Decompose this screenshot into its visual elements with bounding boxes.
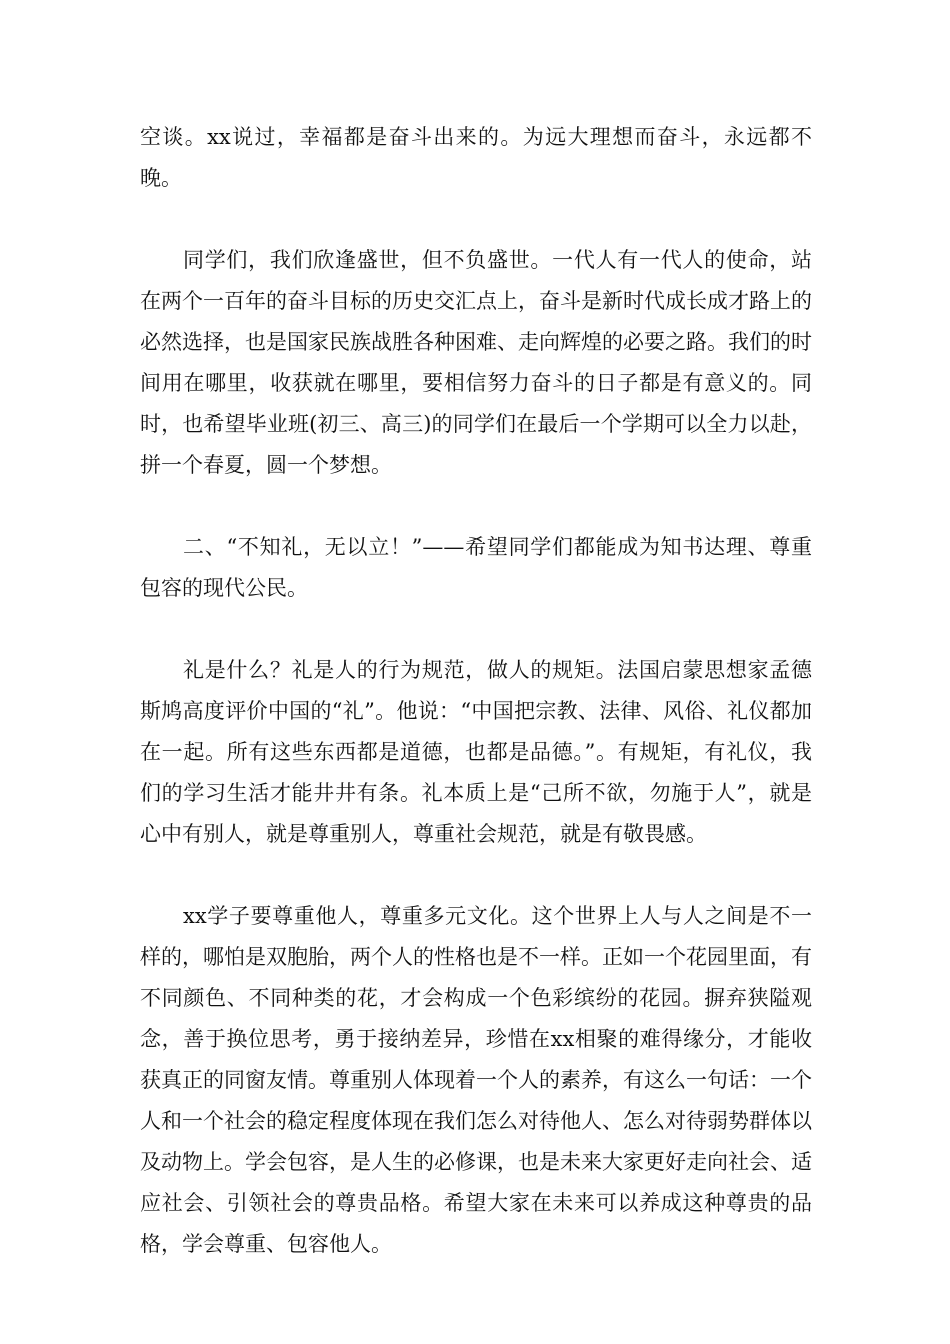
document-body — [140, 117, 812, 1306]
paragraph-struggle: 同学们，我们欣逢盛世，但不负盛世。一代人有一代人的使命，站在两个一百年的奋斗目标的历史交汇点上，奋斗是新时代成长成才路上的必然选择，也是国家民族战胜各种困难、走向辉煌的必要之路。我们的时间用在哪里，收获就在哪里，要相信努力奋斗的日子都是有意义的。同时，也希望毕业班(初三、高三)的同学们在最后一个学期可以全力以赴，拼一个春夏，圆一个梦想。 — [140, 248, 812, 477]
paragraph-what-is-etiquette: 礼是什么？礼是人的行为规范，做人的规矩。法国启蒙思想家孟德斯鸠高度评价中国的“礼”。他说：“中国把宗教、法律、风俗、礼仪都加在一起。所有这些东西都是道德，也都是品德。”。有规矩，有礼仪，我们的学习生活才能井井有条。礼本质上是“己所不欲，勿施于人”，就是心中有别人，就是尊重别人，尊重社会规范，就是有敬畏感。 — [140, 658, 812, 846]
paragraph-continuation: 空谈。xx说过，幸福都是奋斗出来的。为远大理想而奋斗，永远都不晚。 — [140, 125, 812, 190]
paragraph-respect-others: xx学子要尊重他人，尊重多元文化。这个世界上人与人之间是不一样的，哪怕是双胞胎，两个人的性格也是不一样。正如一个花园里面，有不同颜色、不同种类的花，才会构成一个色彩缤纷的花园。摒弃狭隘观念，善于换位思考，勇于接纳差异，珍惜在xx相聚的难得缘分，才能收获真正的同窗友情。尊重别人体现着一个人的素养，有这么一句话：一个人和一个社会的稳定程度体现在我们怎么对待他人、怎么对待弱势群体以及动物上。学会包容，是人生的必修课，也是未来大家更好走向社会、适应社会、引领社会的尊贵品格。希望大家在未来可以养成这种尊贵的品格，学会尊重、包容他人。 — [140, 904, 812, 1256]
section-heading-etiquette: 二、“不知礼，无以立！”——希望同学们都能成为知书达理、尊重包容的现代公民。 — [140, 535, 812, 600]
